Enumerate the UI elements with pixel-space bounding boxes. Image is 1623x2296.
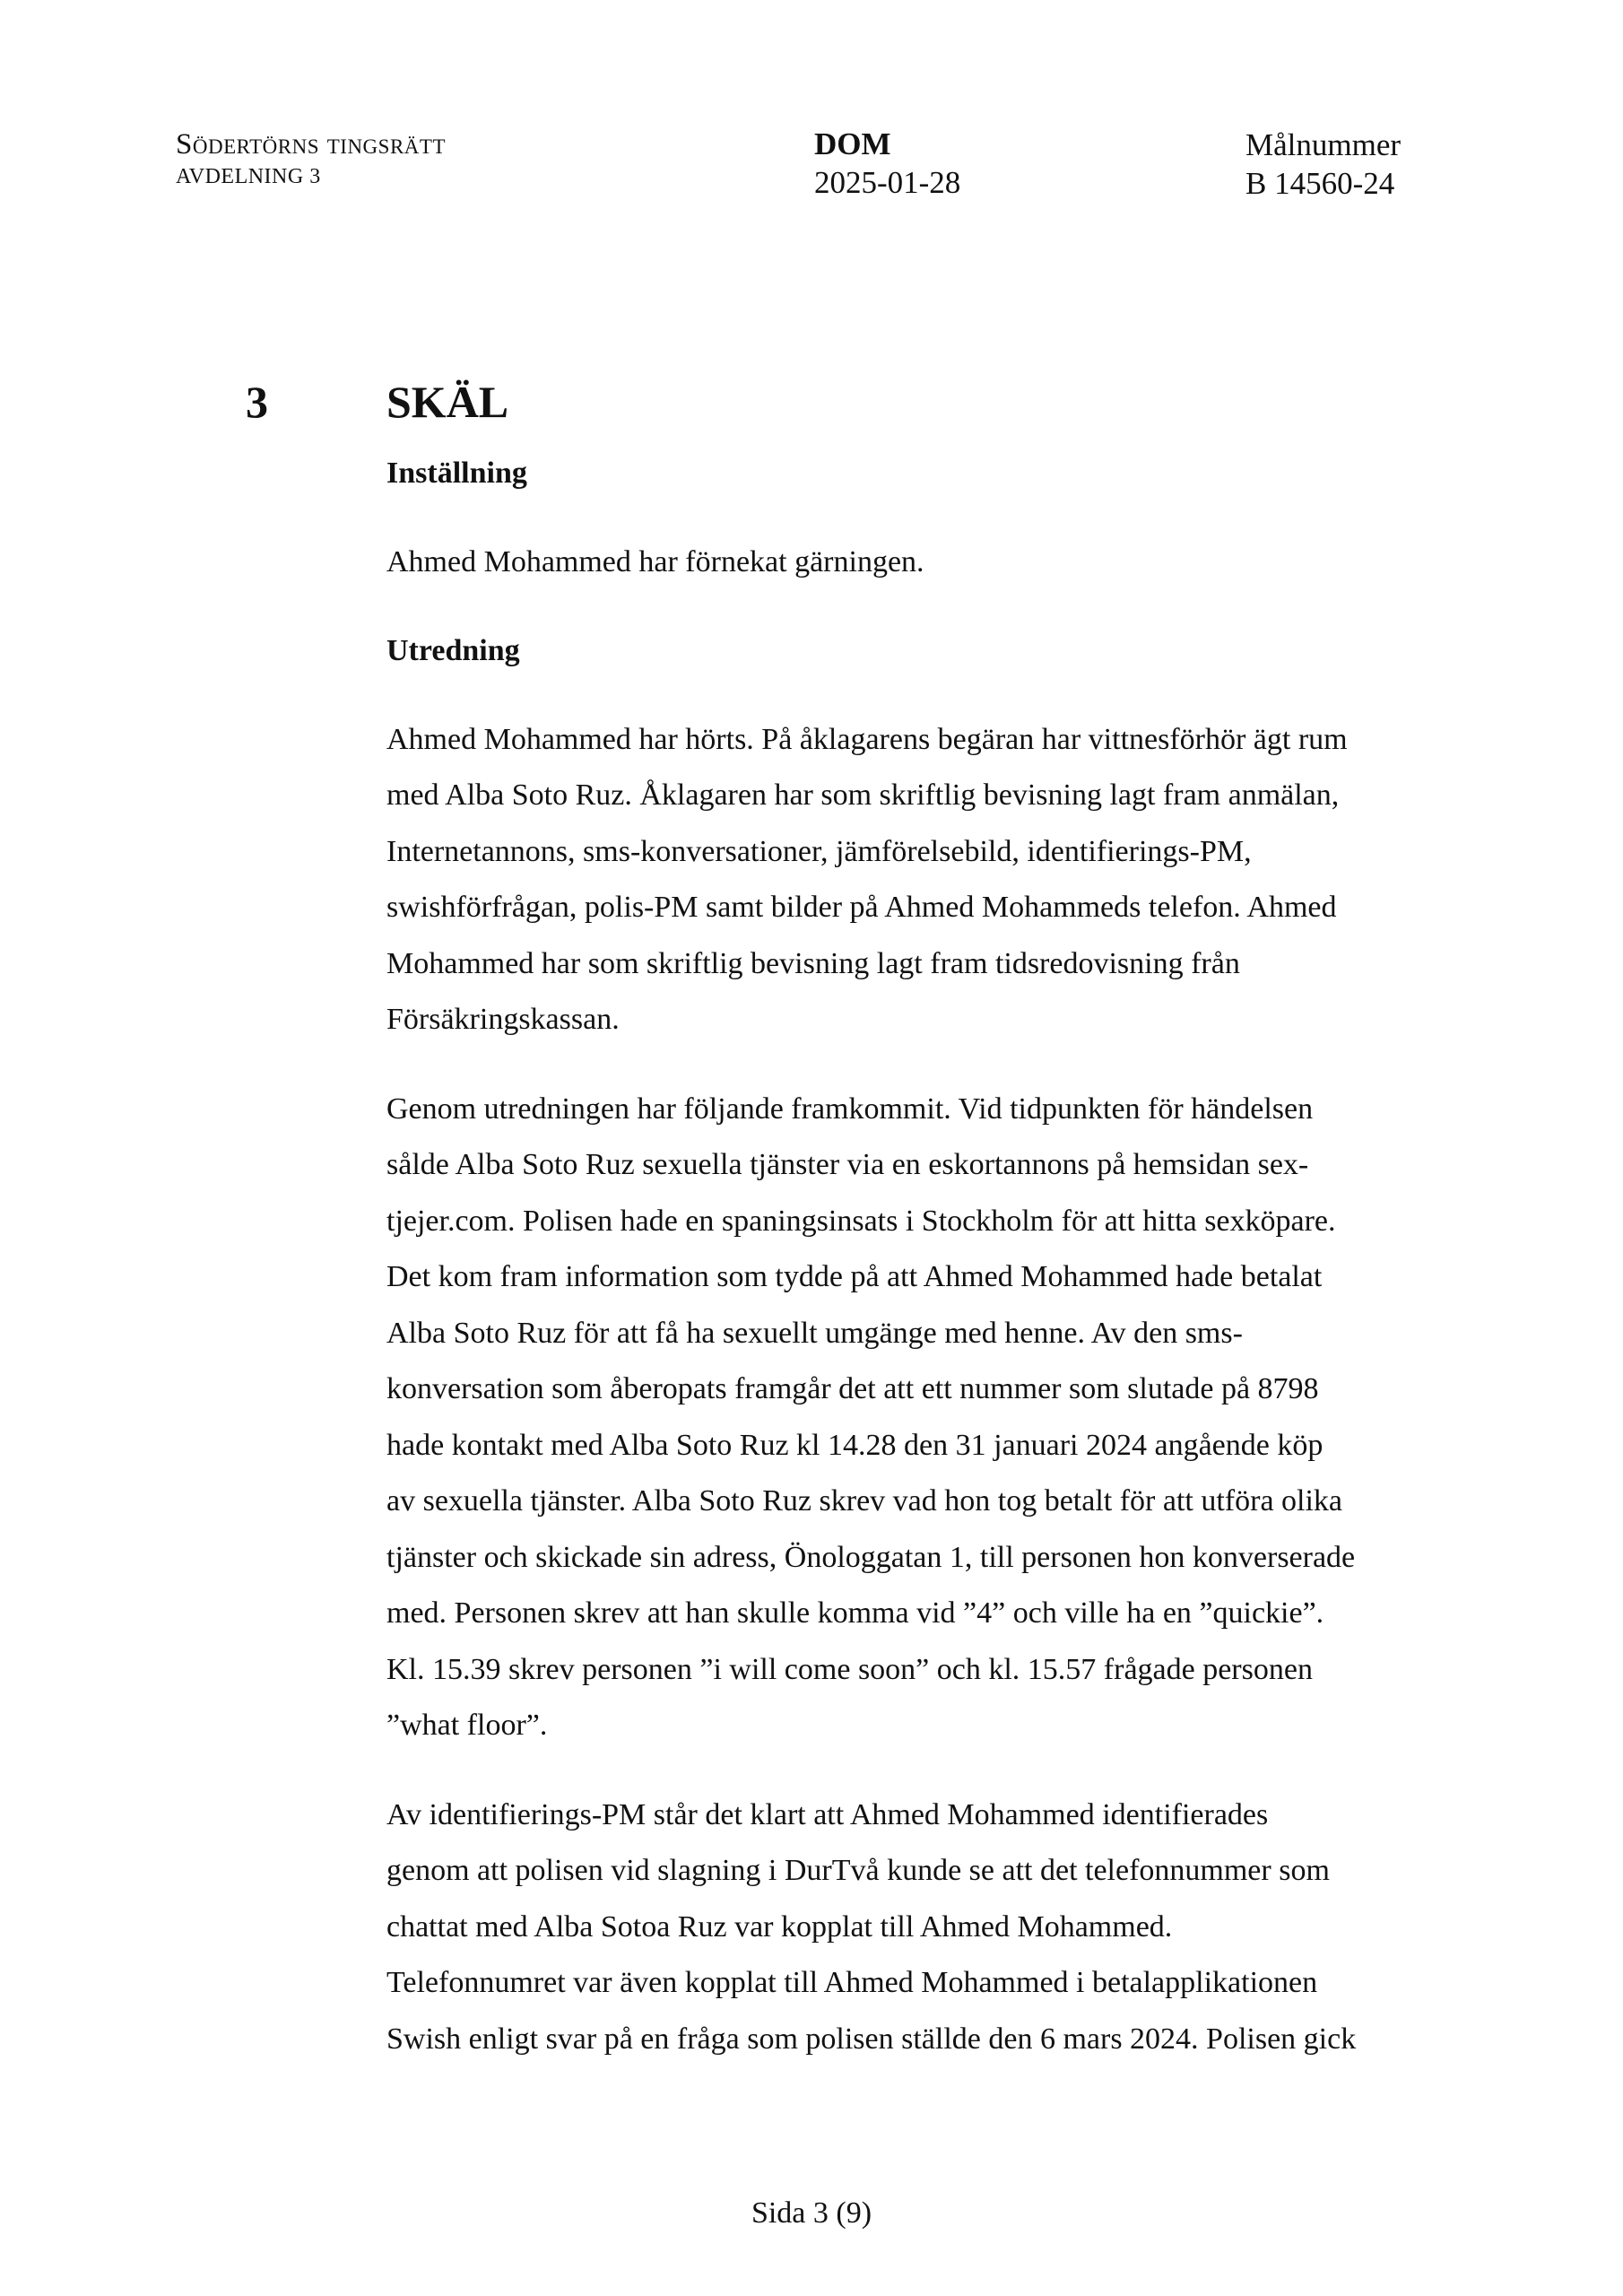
court-block — [176, 126, 446, 190]
document-type: DOM — [814, 126, 891, 161]
paragraph-utredning-1 — [386, 712, 1440, 1048]
text-line: Ahmed Mohammed har hörts. På åklagarens begäran har vittnesförhör ägt rum — [386, 722, 1348, 756]
section-title: SKÄL — [386, 377, 509, 427]
document-body — [386, 447, 1440, 2067]
text-line: Mohammed har som skriftlig bevisning lagt fram tidsredovisning från — [386, 946, 1240, 980]
document-type-block — [814, 126, 960, 203]
document-date: 2025-01-28 — [814, 165, 961, 200]
text-line: Internetannons, sms-konversationer, jämförelsebild, identifierings-PM, — [386, 834, 1252, 868]
text-line: Telefonnumret var även kopplat till Ahmed Mohammed i betalapplikationen — [386, 1966, 1318, 1999]
case-block — [1245, 126, 1401, 203]
text-line: med Alba Soto Ruz. Åklagaren har som skriftlig bevisning lagt fram anmälan, — [386, 778, 1340, 812]
heading-installning: Inställning — [386, 457, 527, 490]
heading-utredning: Utredning — [386, 633, 520, 667]
text-line: Ahmed Mohammed har förnekat gärningen. — [386, 545, 924, 578]
text-line: chattat med Alba Sotoa Ruz var kopplat till Ahmed Mohammed. — [386, 1909, 1173, 1944]
text-line: Kl. 15.39 skrev personen ”i will come soon” och kl. 15.57 frågade personen — [386, 1652, 1313, 1686]
text-line: hade kontakt med Alba Soto Ruz kl 14.28 den 31 januari 2024 angående köp — [386, 1428, 1324, 1462]
text-line: Swish enligt svar på en fråga som polisen ställde den 6 mars 2024. Polisen gick — [386, 2022, 1357, 2056]
text-line: Genom utredningen har följande framkommit. Vid tidpunkten för händelsen — [386, 1091, 1314, 1126]
text-line: Det kom fram information som tydde på att Ahmed Mohammed hade betalat — [386, 1260, 1323, 1293]
text-line: sålde Alba Soto Ruz sexuella tjänster via en eskortannons på hemsidan sex- — [386, 1148, 1309, 1181]
page-number: Sida 3 (9) — [751, 2196, 872, 2230]
paragraph-installning — [386, 535, 1440, 591]
text-line: av sexuella tjänster. Alba Soto Ruz skrev vad hon tog betalt för att utföra olika — [386, 1484, 1343, 1518]
text-line: ”what floor”. — [386, 1709, 548, 1742]
court-name: Södertörns tingsrätt — [176, 128, 447, 161]
case-number: B 14560-24 — [1245, 166, 1395, 201]
text-line: Av identifierings-PM står det klart att Ahmed Mohammed identifierades — [386, 1797, 1269, 1831]
court-division: AVDELNING 3 — [176, 165, 321, 188]
text-line: genom att polisen vid slagning i DurTvå kunde se att det telefonnummer som — [386, 1854, 1330, 1887]
paragraph-utredning-3 — [386, 1787, 1440, 2068]
text-line: Alba Soto Ruz för att få ha sexuellt umgänge med henne. Av den sms- — [386, 1316, 1243, 1350]
text-line: Försäkringskassan. — [386, 1003, 620, 1036]
text-line: tjänster och skickade sin adress, Önologgatan 1, till personen hon konverserade — [386, 1540, 1356, 1574]
text-line: konversation som åberopats framgår det att ett nummer som slutade på 8798 — [386, 1372, 1319, 1405]
case-number-label: Målnummer — [1245, 127, 1402, 162]
text-line: swishförfrågan, polis-PM samt bilder på Ahmed Mohammeds telefon. Ahmed — [386, 891, 1337, 924]
section-number: 3 — [246, 377, 268, 427]
text-line: tjejer.com. Polisen hade en spaningsinsats i Stockholm för att hitta sexköpare. — [386, 1204, 1336, 1238]
paragraph-utredning-2 — [386, 1082, 1440, 1754]
document-header — [176, 126, 1431, 206]
text-line: med. Personen skrev att han skulle komma vid ”4” och ville ha en ”quickie”. — [386, 1596, 1324, 1630]
